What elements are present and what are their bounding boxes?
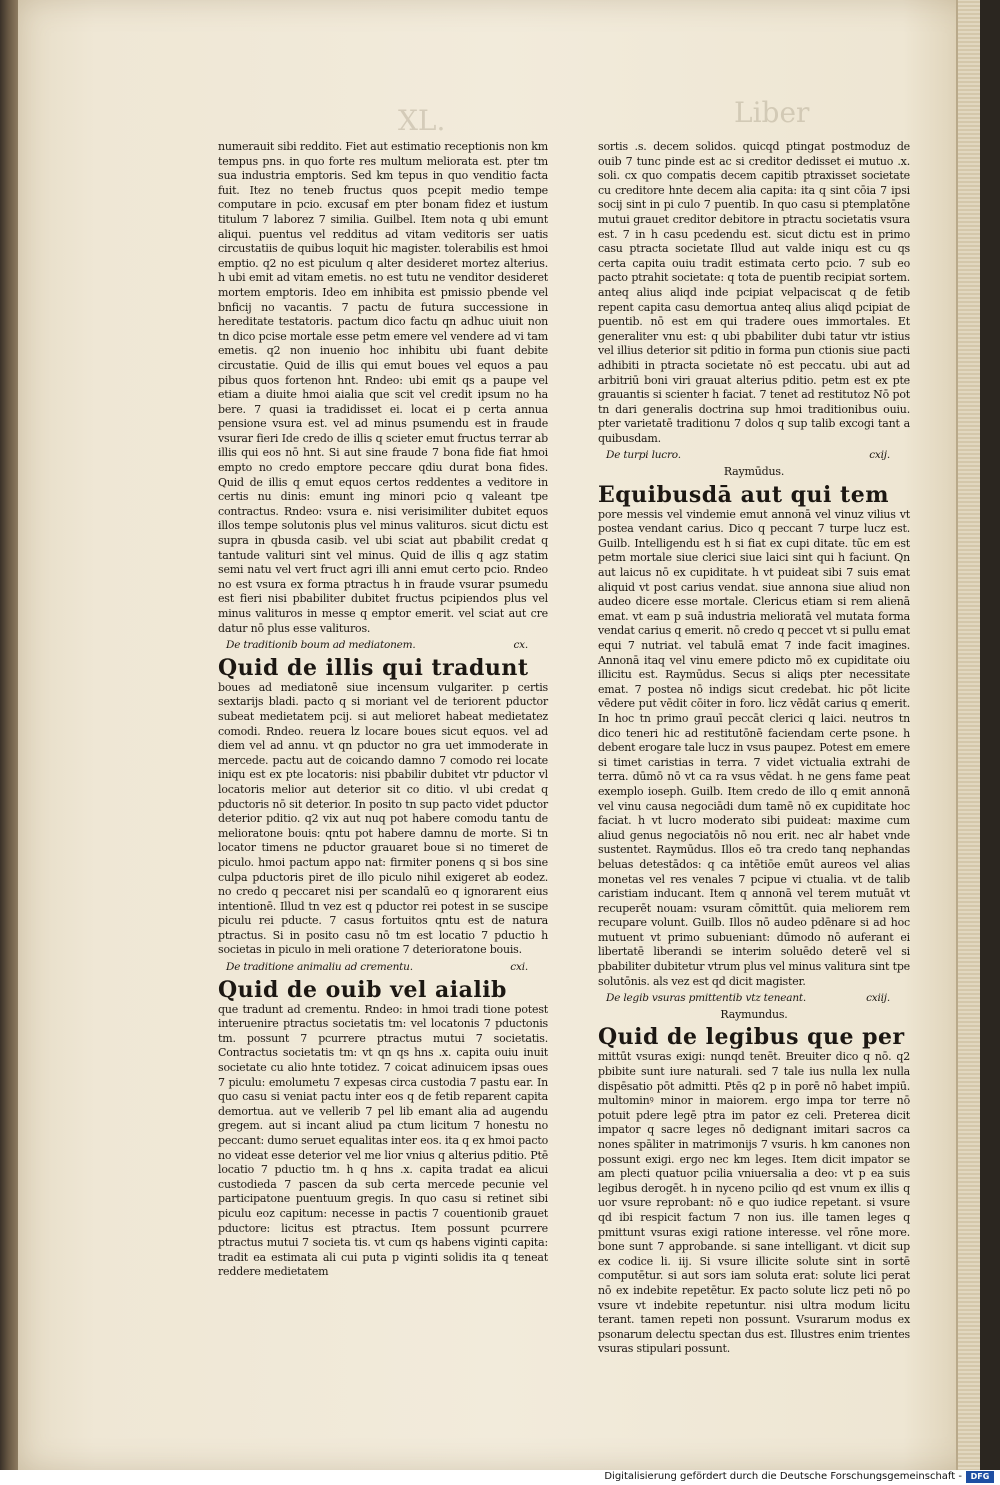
left-rubric-1	[226, 638, 548, 653]
bleed-through-header	[18, 96, 980, 136]
left-paragraph-2: boues ad mediatonē siue incensum vulgariter. p certis sextarijs bladi. pacto q si moriant vel de teriorent pductor subeat medietatem pcij. si aut melioret habeat medietatez comodi. Rndeo. reuera lz locare boues sicut equos. vel ad diem vel ad annu. vt qn pductor no gra uet immoderate in mercede. pactu aut de coicando damno 7 comodo rei locate iniqu est ex pte locatoris: nisi pbabilir dubitet vtr pductor vl locatoris melior aut deterior sit co ditio. vl ubi credat q pductoris nō sit deterior. In posito tn sup pacto videt pductor deterior pditio. q2 vix aut nuq pot habere comodu tantu de melioratone bouis: qntu pot habere damnu de morte. Si tn locator timens ne pductor grauaret boue si no timeret de piculo. hmoi pactum appo nat: firmiter ponens q si bos sine culpa pductoris piret de illo piculo nihil exigeret ab eodez. no credo q peccaret nisi per scandalū eo q ignorarent eius intentionē. Illud tn vez est q pductor rei potest in se suscipe piculu rei pducte. 7 casus fortuitos qntu est de natura ptractus. Si in posito casu nō tm est locatio 7 pductio h societas in piculo in meli oratione 7 deterioratone bouis.	[218, 680, 548, 957]
running-head-liber: Liber	[734, 96, 810, 129]
right-paragraph-3: mittūt vsuras exigi: nunqd tenēt. Breuiter dico q nō. q2 pbibite sunt iure naturali. sed 7 tale ius nulla lex nulla dispēsatio pōt admitti. Ptēs q2 p in porē nō habet impiū. multominꝰ minor in maiorem. ergo impa tor terre nō potuit pdere legē ptra im pator ez celi. Preterea dicit impator q sacre leges nō dedignant imitari sacros ca nones spāliter in matrimonijs 7 vsuris. h km canones non possunt exigi. ergo nec km leges. Item dicit impator se am plecti quatuor pcilia vniuersalia a deo: vt p ea suis legibus derogēt. h in nyceno pcilio qd est vnum ex illis q uor vsure reprobant: nō e quo iudice repetant. si vsure qd ibi respicit factum 7 non ius. ille tamen leges q pmittunt vsuras exigi ratione interesse. vel rōne more. bone sunt 7 approbande. si sane intelligant. vt dicit sup ex codice li. iij. Si vsure illicite solute sint in sortē computētur. si aut sors iam soluta erat: solute lici perat nō ex indebite repetētur. Ex pacto solute licz peti nō po vsure vt indebite repetuntur. nisi ultra modum licitu terant. tamen repeti non possunt. Vsurarum modus ex psonarum delectu spectan dus est. Illustres enim trientes vsuras stipulari possunt.	[598, 1050, 910, 1356]
left-heading-1: Quid de illis qui tradunt	[218, 654, 529, 681]
rubric-chapter-number: cx.	[513, 639, 528, 652]
rubric-title: De traditione animaliu ad crementu.	[226, 961, 413, 974]
rubric-title: De turpi lucro.	[606, 449, 681, 462]
rubric-title: De legib vsuras pmittentib vtz teneant.	[606, 992, 807, 1005]
folio-number: XL.	[398, 104, 446, 137]
left-column	[218, 140, 548, 1280]
rubric-chapter-number: cxiij.	[866, 992, 890, 1005]
left-paragraph-3: que tradunt ad crementu. Rndeo: in hmoi tradi tione potest interuenire ptractus societatis tm: vel locatonis 7 pductonis tm. possunt 7 pcurrere ptractus mutui 7 societatis. Contractus societatis tm: vt qn qs hns .x. capita ouiu inuit societate cu alio hnte totidez. 7 coicat adinuicem ipsas oues 7 piculu: emolumetu 7 expesas circa custodia 7 pastu ear. In quo casu si veniat pactu inter eos q de fetib reparent capita demortua. aut ve vellerib 7 pel lib emant alia ad augendu gregem. aut si incant aliud pa ctum licitum 7 honestu no peccant: dumo seruet equalitas inter eos. ita q ex hmoi pacto no videat esse deterior vel me lior vnius q alterius pditio. Ptē locatio 7 pductio tm. h q hns .x. capita tradat ea alicui custodieda 7 pascen da sub certa mercede pecunie vel participatone puentuum gregis. In quo casu si retinet sibi piculu eoz capitum: necesse in pactis 7 couentionib grauet pductore: licitus est ptractus. Item possunt pcurrere ptractus mutui 7 societa tis. vt cum qs habens viginti capita: tradit ea estimata ali cui puta p viginti solidis ita q teneat reddere medietatem	[218, 1002, 548, 1279]
right-rubric-1	[606, 448, 910, 463]
rubric-title: De traditionib boum ad mediatonem.	[226, 639, 416, 652]
right-paragraph-2: pore messis vel vindemie emut annonā vel vinuz vilius vt postea vendant carius. Dico q peccant 7 turpe lucz est. Guilb. Intelligendu est h si fiat ex cupi ditate. tūc em est petm mortale siue clerici siue laici sint qui h faciunt. Qn aut laicus nō ex cupiditate. h vt puideat sibi 7 suis emat aliquid vt post carius vendat. siue annona siue aliud non audeo dicere esse mortale. Clericus etiam si rem alienā emat. vt eam p suā industria melioratā vel mutata forma vendat carius q emerit. nō credo q peccet vt si pullu emat equi 7 nutriat. vel tabulā emat 7 inde facit imagines. Annonā itaq vel vinu emere pdicto mō ex cupiditate oiu illicitu est. Raymūdus. Secus si aliqs pter necessitate emat. 7 postea nō indigs sicut credebat. hic pōt licite vēdere put vēdit cōiter in foro. licz vēdāt carius q emerit. In hoc tn primo grauī peccāt clerici q laici. neutros tn dico teneri hic ad restitutōnē faciendam certe psone. h debent erogare tale lucz in vsus paupez. Potest em emere si timet caristias in terra. 7 videt victualia extrahi de terra. dūmō nō vt ca ra vsus vēdat. h ne gens fame peat exemplo ioseph. Guilb. Item credo de illo q emit annonā vel vinu causa negociādi dum tamē nō ex cupiditate hoc faciat. h vt lucro moderato sibi puideat: maxime cum aliud genus negociatōis nō nou erit. nec alr habet vnde sustentet. Raymūdus. Illos eō tra credo tanq nephandas beluas detestādos: q ca intētiōe emūt aureos vel alias monetas vel res venales 7 pcipue vi ctualia. vt de talib caristiam inducant. Item q annonā vel terem mutuāt vt recuperēt nouam: vsuram cōmittūt. quia meliorem rem recupare volunt. Guilb. Illos nō audeo pdēnare si ad hoc mutuent vt primo subueniant: dūmodo nō auferant ei libertatē liberandi se interim soluēdo deterē vel si pbabiliter dubitetur vtrum plus vel minus valitura sint tpe solutōnis. als vez est qd dicit magister.	[598, 507, 910, 988]
right-paragraph-1: sortis .s. decem solidos. quicqd ptingat postmoduz de ouib 7 tunc pinde est ac si creditor dedisset ei mutuo .x. soli. cx quo compatis decem capitib ptraxisset societate cu creditore hnte decem alia capita: ita q sint cōia 7 ipsi socij sint in pi culo 7 puentib. In quo casu si ptemplatōne mutui grauet creditor debitore in ptractu societatis vsura est. 7 in h casu pcedendu est. sicut dictu est in primo casu ptracta societate Illud aut valde iniqu est cu qs certa capita ouiu tradit estimata certo pcio. 7 sub eo pacto ptrahit societate: q tota de puentib recipiat sortem. anteq alius aliqd inde pcipiat velpaciscat q de fetib repent capita casu demortua anteq alius aliqd pcipiat de puentib. nō est em qui tradere oues immortales. Et generaliter vnu est: q ubi pbabiliter dubi tatur vtr istius vel illius deterior sit pditio in forma pun ctionis siue pacti adhibiti in ptracta societate nō est peccatu. ubi aut ad arbitriū boni viri grauat alterius pditio. petm est ex pte grauantis si scienter h faciat. 7 tenet ad restitutoz Nō pot tn dari generalis doctrina sup hmoi traditionibus ouiu. pter varietatē traditionu 7 dolos q sup talib excogi tant a quibusdam.	[598, 140, 910, 445]
right-author-1: Raymūdus.	[723, 465, 785, 479]
right-rubric-2	[606, 991, 910, 1006]
rubric-chapter-number: cxi.	[510, 961, 528, 974]
next-pages-edge	[956, 0, 980, 1470]
left-paragraph-1: numerauit sibi reddito. Fiet aut estimatio receptionis non km tempus pns. in quo forte res multum meliorata est. pter tm sua industria emptoris. Sed km tepus in quo venditio facta fuit. Itez no teneb fructus quos pcepit medio tempe computare in pcio. excusaf em pter bonam fidez et iustum titulum 7 laborez 7 similia. Guilbel. Item nota q ubi emunt aliqui. puentus vel redditus ad vitam veditoris ser uatis circustatiis de quibus loquit hic magister. tolerabilis est hmoi emptio. q2 no est piculum q alter desideret mortez alterius. h ubi emit ad vitam emetis. no est tutu ne venditor desideret mortem emptoris. Ideo em inhibita est pmissio pbende vel bnficij no vacantis. 7 pactu de futura successione in hereditate testatoris. pactum dico factu qn adhuc uiuit non tn dico pcise mortale esse petm emere vel vendere ad vi tam emetis. q2 non inuenio hoc inhibitu ubi fuant debite circustatie. Quid de illis qui emut boues vel equos a pau pibus quos fortenon hnt. Rndeo: ubi emit qs a paupe vel etiam a diuite hmoi aialia que scit vel credit ipsum no ha bere. 7 quasi ia tradidisset ei. locat ei p certa annua pensione vsura est. vel ad minus psumendu est in fraude vsurar fieri Ide credo de illis q scieter emut fructus terrar ab illis qui eos nō hnt. Si aut sine fraude 7 bona fide fiat hmoi empto no credo emptore peccare qdiu durat bona fides. Quid de illis q emut equos certos reddentes a veditore in certis nu dinis: emunt ing minori pcio q valeant tpe contractus. Rndeo: vsura e. nisi verisimiliter dubitet equos illos tempe solutonis plus vel minus valituros. sicut dictu est supra in qbusda casib. vel ubi sciat aut pbabilit credat q tantude valituri sint vel minus. Quid de illis q agz statim semi natu vel vert fruct agri illi anni emut certo pcio. Rndeo no est vsura ex forma ptractus h in fraude vsurar psumedu est fieri nisi pbabiliter dubitet fructus pcipiendos plus vel minus valituros in messe q emptor emerit. vel sciat aut cre datur nō plus esse valituros.	[218, 140, 548, 635]
dfg-logo: DFG	[966, 1471, 994, 1483]
rubric-chapter-number: cxij.	[869, 449, 890, 462]
right-author-2: Raymundus.	[720, 1007, 788, 1021]
right-heading-2: Quid de legibus que per	[598, 1024, 905, 1051]
right-heading-1: Equibusdā aut qui tem	[598, 481, 889, 508]
left-rubric-2	[226, 960, 548, 975]
right-column	[598, 140, 910, 1357]
digitization-credit: Digitalisierung gefördert durch die Deutsche Forschungsgemeinschaft -	[604, 1471, 962, 1482]
left-heading-2: Quid de ouib vel aialib	[218, 976, 507, 1003]
